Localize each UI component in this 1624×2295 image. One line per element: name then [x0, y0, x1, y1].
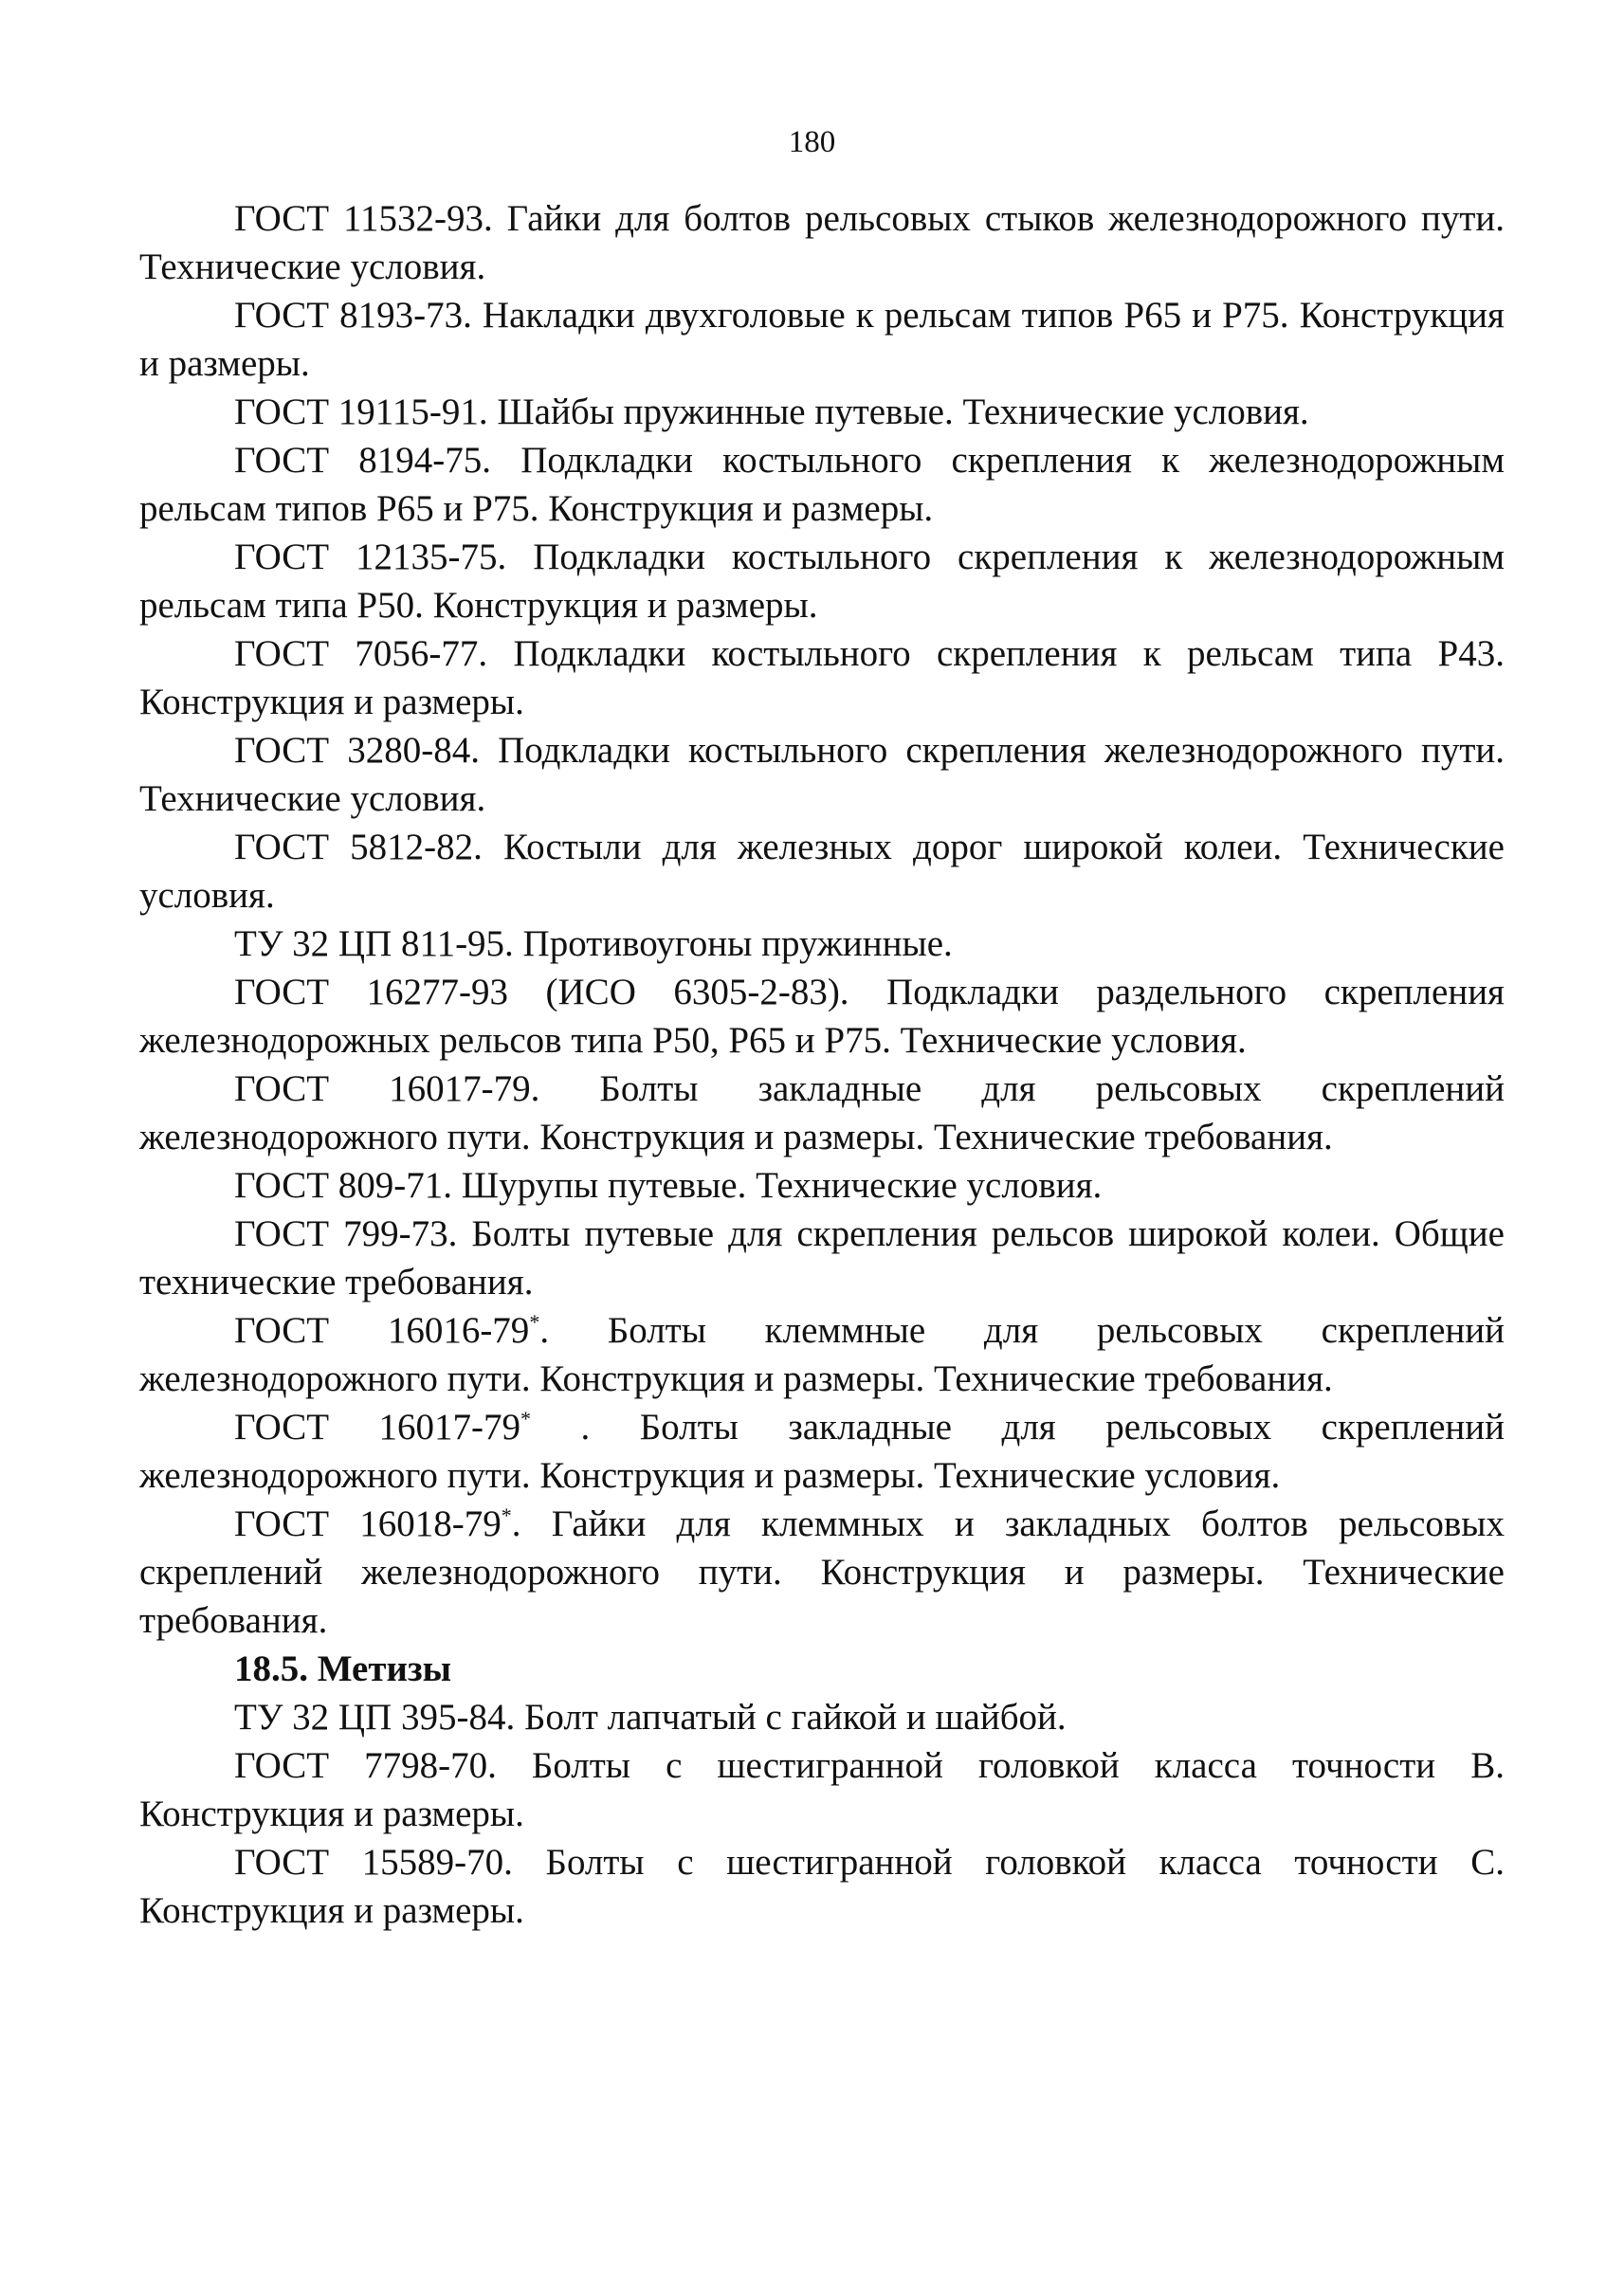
standard-code: ГОСТ 16017-79 — [234, 1407, 521, 1448]
standard-entry: ГОСТ 8193-73. Накладки двухголовые к рельсам типов Р65 и Р75. Конструкция и размеры. — [139, 295, 1505, 384]
asterisk-mark: * — [529, 1310, 540, 1334]
standard-entry — [139, 1306, 1505, 1403]
standard-title: . Гайки для клеммных и закладных болтов рельсовых скреплений железнодорожного пути. Конструкция и размеры. Технические требования. — [139, 1503, 1505, 1641]
standard-entry: ГОСТ 19115-91. Шайбы пружинные путевые. Технические условия. — [234, 392, 1309, 432]
standard-entry: ГОСТ 7798-70. Болты с шестигранной головкой класса точности В. Конструкция и размеры. — [139, 1745, 1505, 1834]
standard-entry: ТУ 32 ЦП 811-95. Противоугоны пружинные. — [234, 923, 953, 964]
standard-entry — [139, 1500, 1505, 1645]
standard-entry: ГОСТ 11532-93. Гайки для болтов рельсовых стыков железнодорожного пути. Технические условия. — [139, 198, 1505, 287]
standard-entry: ГОСТ 7056-77. Подкладки костыльного скрепления к рельсам типа Р43. Конструкция и размеры. — [139, 633, 1505, 722]
page-number: 180 — [788, 125, 836, 159]
standard-entry: ГОСТ 12135-75. Подкладки костыльного скрепления к железнодорожным рельсам типа Р50. Конструкция и размеры. — [139, 537, 1505, 626]
standards-list — [139, 194, 1505, 1935]
standard-entry: ГОСТ 809-71. Шурупы путевые. Технические условия. — [234, 1165, 1103, 1206]
standard-entry: ТУ 32 ЦП 395-84. Болт лапчатый с гайкой и шайбой. — [234, 1697, 1067, 1738]
standard-entry: ГОСТ 8194-75. Подкладки костыльного скрепления к железнодорожным рельсам типов Р65 и Р75. Конструкция и размеры. — [139, 440, 1505, 529]
standard-entry: ГОСТ 16277-93 (ИСО 6305-2-83). Подкладки раздельного скрепления железнодорожных рельсов типа Р50, Р65 и Р75. Технические условия. — [139, 972, 1505, 1061]
standard-entry: ГОСТ 16017-79. Болты закладные для рельсовых скреплений железнодорожного пути. Конструкция и размеры. Технические требования. — [139, 1068, 1505, 1157]
asterisk-mark: * — [501, 1503, 512, 1527]
section-heading: 18.5. Метизы — [234, 1648, 452, 1689]
standard-title: . Болты закладные для рельсовых скреплений железнодорожного пути. Конструкция и размеры. Технические условия. — [139, 1407, 1505, 1496]
standard-entry: ГОСТ 5812-82. Костыли для железных дорог широкой колеи. Технические условия. — [139, 827, 1505, 916]
standard-entry: ГОСТ 3280-84. Подкладки костыльного скрепления железнодорожного пути. Технические условия. — [139, 730, 1505, 819]
standard-entry: ГОСТ 15589-70. Болты с шестигранной головкой класса точности С. Конструкция и размеры. — [139, 1842, 1505, 1931]
asterisk-mark: * — [520, 1407, 532, 1430]
standard-entry — [139, 1403, 1505, 1500]
standard-code: ГОСТ 16016-79 — [234, 1310, 530, 1351]
standard-code: ГОСТ 16018-79 — [234, 1503, 502, 1544]
standard-title: . Болты клеммные для рельсовых скреплений железнодорожного пути. Конструкция и размеры. Технические требования. — [139, 1310, 1505, 1399]
standard-entry: ГОСТ 799-73. Болты путевые для скрепления рельсов широкой колеи. Общие технические требования. — [139, 1213, 1505, 1302]
